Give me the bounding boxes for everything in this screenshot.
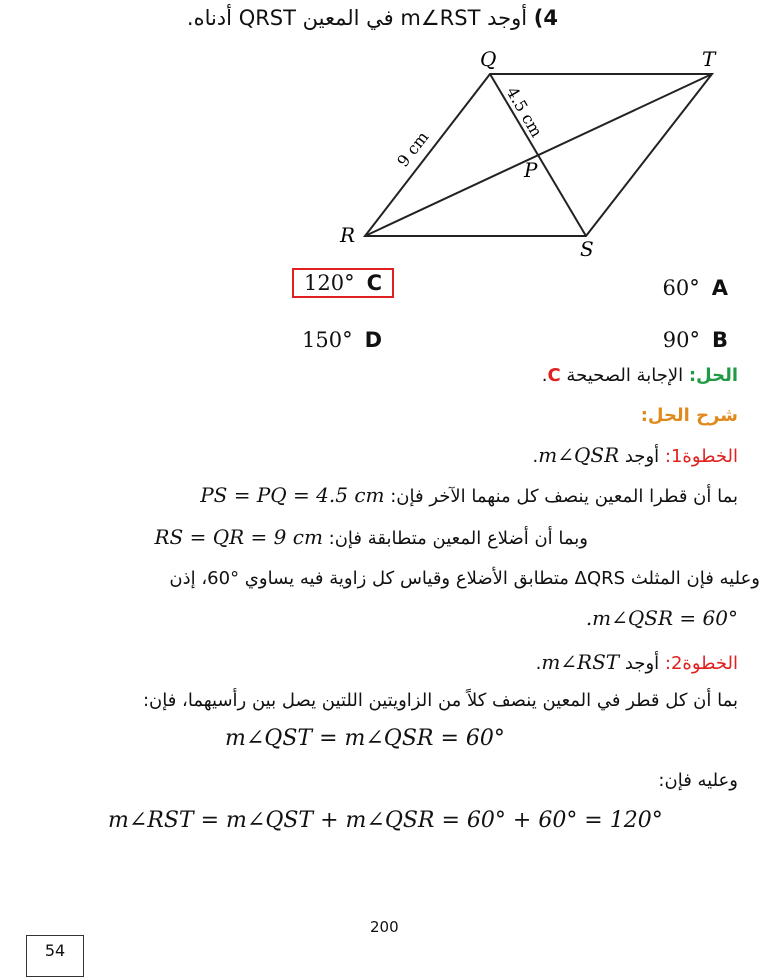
question-number: 4) [533,6,558,30]
question-title [187,6,558,30]
diagonal-bisects-angles-line: بما أن كل قطر في المعين ينصف كلاً من الزاويتين اللتين يصل بين رأسيهما، فإن: [142,690,738,711]
page-number-box [26,935,84,977]
side-length-label: 9 cm [393,127,433,171]
solution-answer-line: الحل: الإجابة الصحيحة C. [541,365,738,386]
vertex-r-label: R [340,223,356,247]
solution-text: الإجابة الصحيحة [560,365,689,386]
angle-rst-equation: m∠RST = m∠QST + m∠QSR = 60° + 60° = 120° [108,808,663,833]
rhombus-diagram [330,46,730,266]
therefore-line: وعليه فإن: [658,770,738,791]
diagonals-bisect-line: بما أن قطرا المعين ينصف كل منهما الآخر فإن: PS = PQ = 4.5 cm [200,483,738,507]
step1-label: الخطوة1: [664,446,738,467]
choice-a[interactable]: 60° A [662,276,728,300]
vertex-q-label: Q [480,47,497,71]
point-p-label: P [524,158,538,182]
solution-answer: C [547,365,561,386]
choice-b[interactable]: 90° B [662,328,728,352]
step2-line: الخطوة2: أوجد m∠RST. [535,650,738,674]
choice-c-selected[interactable]: 120° C [292,268,394,298]
choice-d[interactable]: 150° D [302,328,383,352]
explanation-heading: شرح الحل: [640,405,738,426]
solution-label: الحل: [688,365,738,386]
step2-label: الخطوة2: [664,653,738,674]
angle-qst-equation: m∠QST = m∠QSR = 60° [225,726,505,751]
footer-center-number: 200 [370,918,399,936]
vertex-t-label: T [702,47,716,71]
vertex-s-label: S [580,237,594,261]
angle-qsr-result: .m∠QSR = 60° [585,606,738,630]
question-text: أوجد m∠RST في المعين QRST أدناه. [186,6,528,30]
equilateral-line: وعليه فإن المثلث ΔQRS متطابق الأضلاع وقياس كل زاوية فيه يساوي °60، إذن [169,568,760,589]
step1-line: الخطوة1: أوجد m∠QSR. [532,443,738,467]
sides-congruent-line: وبما أن أضلاع المعين متطابقة فإن: RS = QR = 9 cm [154,525,588,549]
half-diagonal-label: 4.5 cm [502,83,547,141]
page-number: 54 [44,941,66,960]
